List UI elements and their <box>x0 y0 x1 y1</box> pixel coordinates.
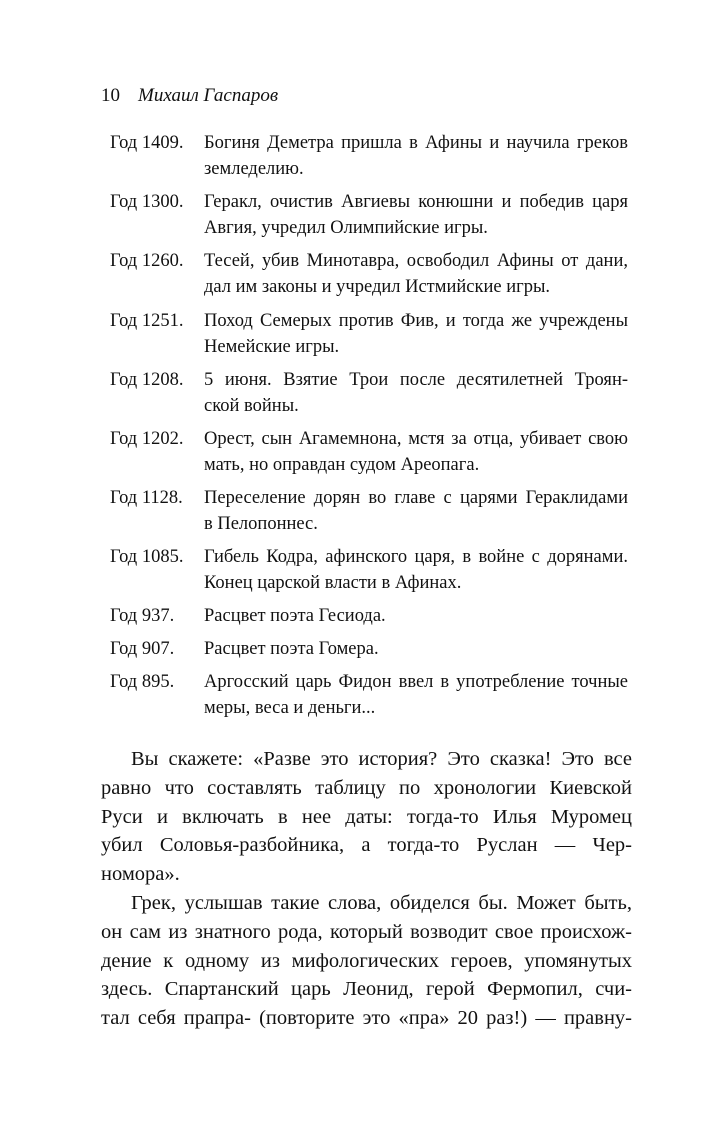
entry-event <box>204 603 628 629</box>
body-text <box>101 745 632 1033</box>
paragraph-line: убил Соловья-разбойника, а тогда-то Руслан — Чер- <box>101 834 632 857</box>
entry-year: Год 1251. <box>110 311 184 331</box>
entry-year: Год 907. <box>110 639 175 659</box>
paragraph-line: номора». <box>101 863 180 886</box>
event-line: Аргосский царь Фидон ввел в употребление точные <box>204 672 628 692</box>
event-line: Конец царской власти в Афинах. <box>204 573 462 593</box>
entry-year: Год 1085. <box>110 547 184 567</box>
paragraph-line: равно что составлять таблицу по хронологии Киевской <box>101 776 632 799</box>
event-line: в Пелопоннес. <box>204 514 318 534</box>
paragraph-line: Вы скажете: «Разве это история? Это сказка! Это все <box>131 748 632 770</box>
event-line: 5 июня. Взятие Трои после десятилетней Троян- <box>204 370 628 390</box>
paragraph-line: он сам из знатного рода, который возводит свое происхож- <box>101 920 632 943</box>
event-line: Расцвет поэта Гомера. <box>204 639 379 659</box>
running-header-author: Михаил Гаспаров <box>138 85 279 106</box>
event-line: меры, веса и деньги... <box>204 698 376 718</box>
entry-event <box>204 367 628 419</box>
event-line: Переселение дорян во главе с царями Гераклидами <box>204 488 628 508</box>
event-line: Гибель Кодра, афинского царя, в войне с дорянами. <box>204 547 628 567</box>
paragraph-line: Руси и включать в нее даты: тогда-то Илья Муромец <box>101 805 632 828</box>
entry-event <box>204 130 628 182</box>
entry-year: Год 1300. <box>110 192 184 212</box>
entry-year: Год 1208. <box>110 370 184 390</box>
entry-year: Год 1260. <box>110 251 184 271</box>
entry-event <box>204 189 628 241</box>
paragraph-line: дение к одному из мифологических героев, упомянутых <box>101 949 632 972</box>
running-header <box>101 84 278 108</box>
entry-year: Год 1409. <box>110 133 184 153</box>
paragraph-line: тал себя прапра- (повторите это «пра» 20 раз!) — правну- <box>101 1007 632 1030</box>
event-line: Орест, сын Агамемнона, мстя за отца, убивает свою <box>204 429 628 449</box>
event-line: мать, но оправдан судом Ареопага. <box>204 455 480 475</box>
entry-year: Год 937. <box>110 606 175 626</box>
event-line: Богиня Деметра пришла в Афины и научила греков <box>204 133 628 153</box>
event-line: Поход Семерых против Фив, и тогда же учреждены <box>204 311 628 331</box>
page-number: 10 <box>101 85 120 106</box>
event-line: Немейские игры. <box>204 337 340 357</box>
entry-event <box>204 669 628 721</box>
event-line: ской войны. <box>204 396 299 416</box>
entry-event <box>204 636 628 662</box>
paragraph-line: здесь. Спартанский царь Леонид, герой Фермопил, счи- <box>101 978 632 1001</box>
event-line: дал им законы и учредил Истмийские игры. <box>204 277 551 297</box>
event-line: Геракл, очистив Авгиевы конюшни и победив царя <box>204 192 628 212</box>
paragraph-1 <box>101 745 632 889</box>
entry-event <box>204 485 628 537</box>
entry-event <box>204 544 628 596</box>
event-line: земледелию. <box>204 159 304 179</box>
entry-event <box>204 308 628 360</box>
paragraph-2 <box>101 889 632 1033</box>
entry-year: Год 895. <box>110 672 175 692</box>
event-line: Расцвет поэта Гесиода. <box>204 606 386 626</box>
event-line: Тесей, убив Минотавра, освободил Афины от дани, <box>204 251 628 271</box>
entry-year: Год 1202. <box>110 429 184 449</box>
event-line: Авгия, учредил Олимпийские игры. <box>204 218 488 238</box>
paragraph-line: Грек, услышав такие слова, обиделся бы. Может быть, <box>131 891 632 914</box>
entry-event <box>204 426 628 478</box>
entry-year: Год 1128. <box>110 488 183 508</box>
entry-event <box>204 248 628 300</box>
